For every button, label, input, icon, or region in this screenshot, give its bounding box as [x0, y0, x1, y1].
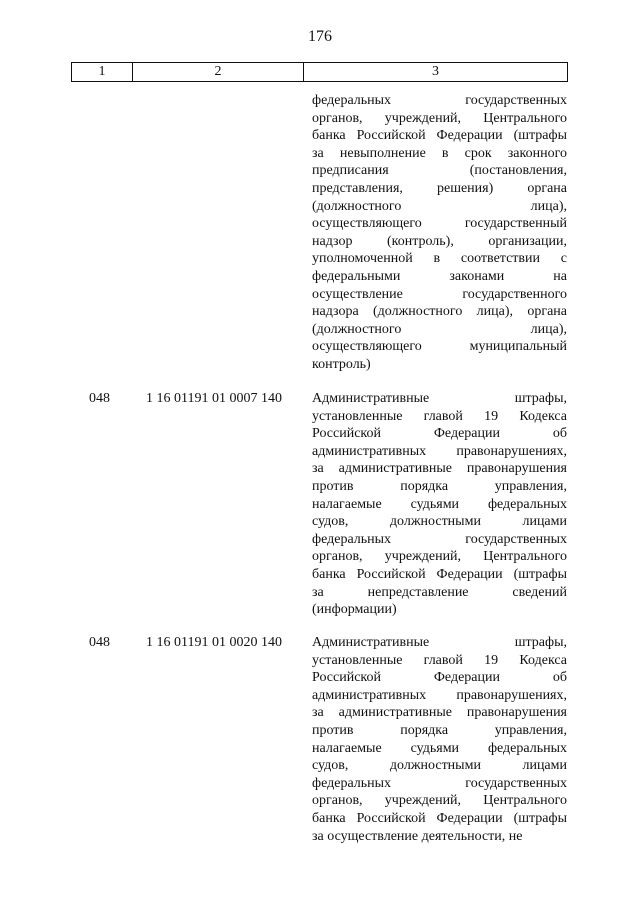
text-line: за административные правонарушения: [312, 461, 567, 477]
text-line: надзор (контроль), организации,: [312, 233, 567, 249]
text-line: (должностного лица),: [312, 321, 567, 337]
text-line: органов, учреждений, Центрального: [312, 793, 567, 809]
text-line: федеральных государственных: [312, 93, 567, 108]
text-line: установленные главой 19 Кодекса: [312, 652, 567, 668]
continuation-text: [312, 92, 567, 374]
header-col-3: 3: [432, 64, 439, 79]
text-line: банка Российской Федерации (штрафы: [312, 566, 567, 582]
text-line: предписания (постановления,: [312, 163, 567, 179]
row-1-kbk-code: 1 16 01191 01 0007 140: [146, 391, 282, 406]
text-line: Российской Федерации об: [312, 426, 567, 442]
text-line: федеральными законами на: [312, 268, 567, 284]
text-line: за непредставление сведений: [312, 584, 567, 600]
text-line: (информации): [312, 602, 397, 618]
text-line: федеральных государственных: [312, 775, 567, 791]
row-2-kbk-code: 1 16 01191 01 0020 140: [146, 635, 282, 650]
text-line: за осуществление деятельности, не: [312, 828, 523, 844]
text-line: административных правонарушениях,: [312, 687, 567, 703]
text-line: Российской Федерации об: [312, 670, 567, 686]
text-line: банка Российской Федерации (штрафы: [312, 810, 567, 826]
text-line: (должностного лица),: [312, 198, 567, 214]
text-line: осуществляющего муниципальный: [312, 339, 567, 355]
text-line: судов, должностными лицами: [312, 758, 567, 774]
text-line: налагаемые судьями федеральных: [312, 740, 567, 756]
text-line: контроль): [312, 356, 371, 372]
text-line: установленные главой 19 Кодекса: [312, 408, 567, 424]
text-line: федеральных государственных: [312, 531, 567, 547]
text-line: Административные штрафы,: [312, 391, 567, 406]
header-col-2: 2: [133, 63, 304, 81]
text-line: за административные правонарушения: [312, 705, 567, 721]
text-line: органов, учреждений, Центрального: [312, 110, 567, 126]
text-line: Административные штрафы,: [312, 635, 567, 650]
text-line: представления, решения) органа: [312, 180, 567, 196]
page-number: 176: [308, 28, 332, 45]
row-2-admin-code: 048: [89, 635, 110, 650]
text-line: осуществление государственного: [312, 286, 567, 302]
text-line: уполномоченной в соответствии с: [312, 251, 567, 267]
row-1-description: [312, 390, 567, 619]
header-col-1: 1: [72, 63, 133, 81]
row-2-description: [312, 634, 567, 845]
text-line: административных правонарушениях,: [312, 443, 567, 459]
row-1-admin-code: 048: [89, 391, 110, 406]
text-line: против порядка управления,: [312, 722, 567, 738]
text-line: налагаемые судьями федеральных: [312, 496, 567, 512]
text-line: органов, учреждений, Центрального: [312, 549, 567, 565]
text-line: банка Российской Федерации (штрафы: [312, 128, 567, 144]
table-header: [71, 62, 568, 82]
text-line: надзора (должностного лица), органа: [312, 304, 567, 320]
text-line: за невыполнение в срок законного: [312, 145, 567, 161]
text-line: против порядка управления,: [312, 478, 567, 494]
text-line: судов, должностными лицами: [312, 514, 567, 530]
text-line: осуществляющего государственный: [312, 216, 567, 232]
